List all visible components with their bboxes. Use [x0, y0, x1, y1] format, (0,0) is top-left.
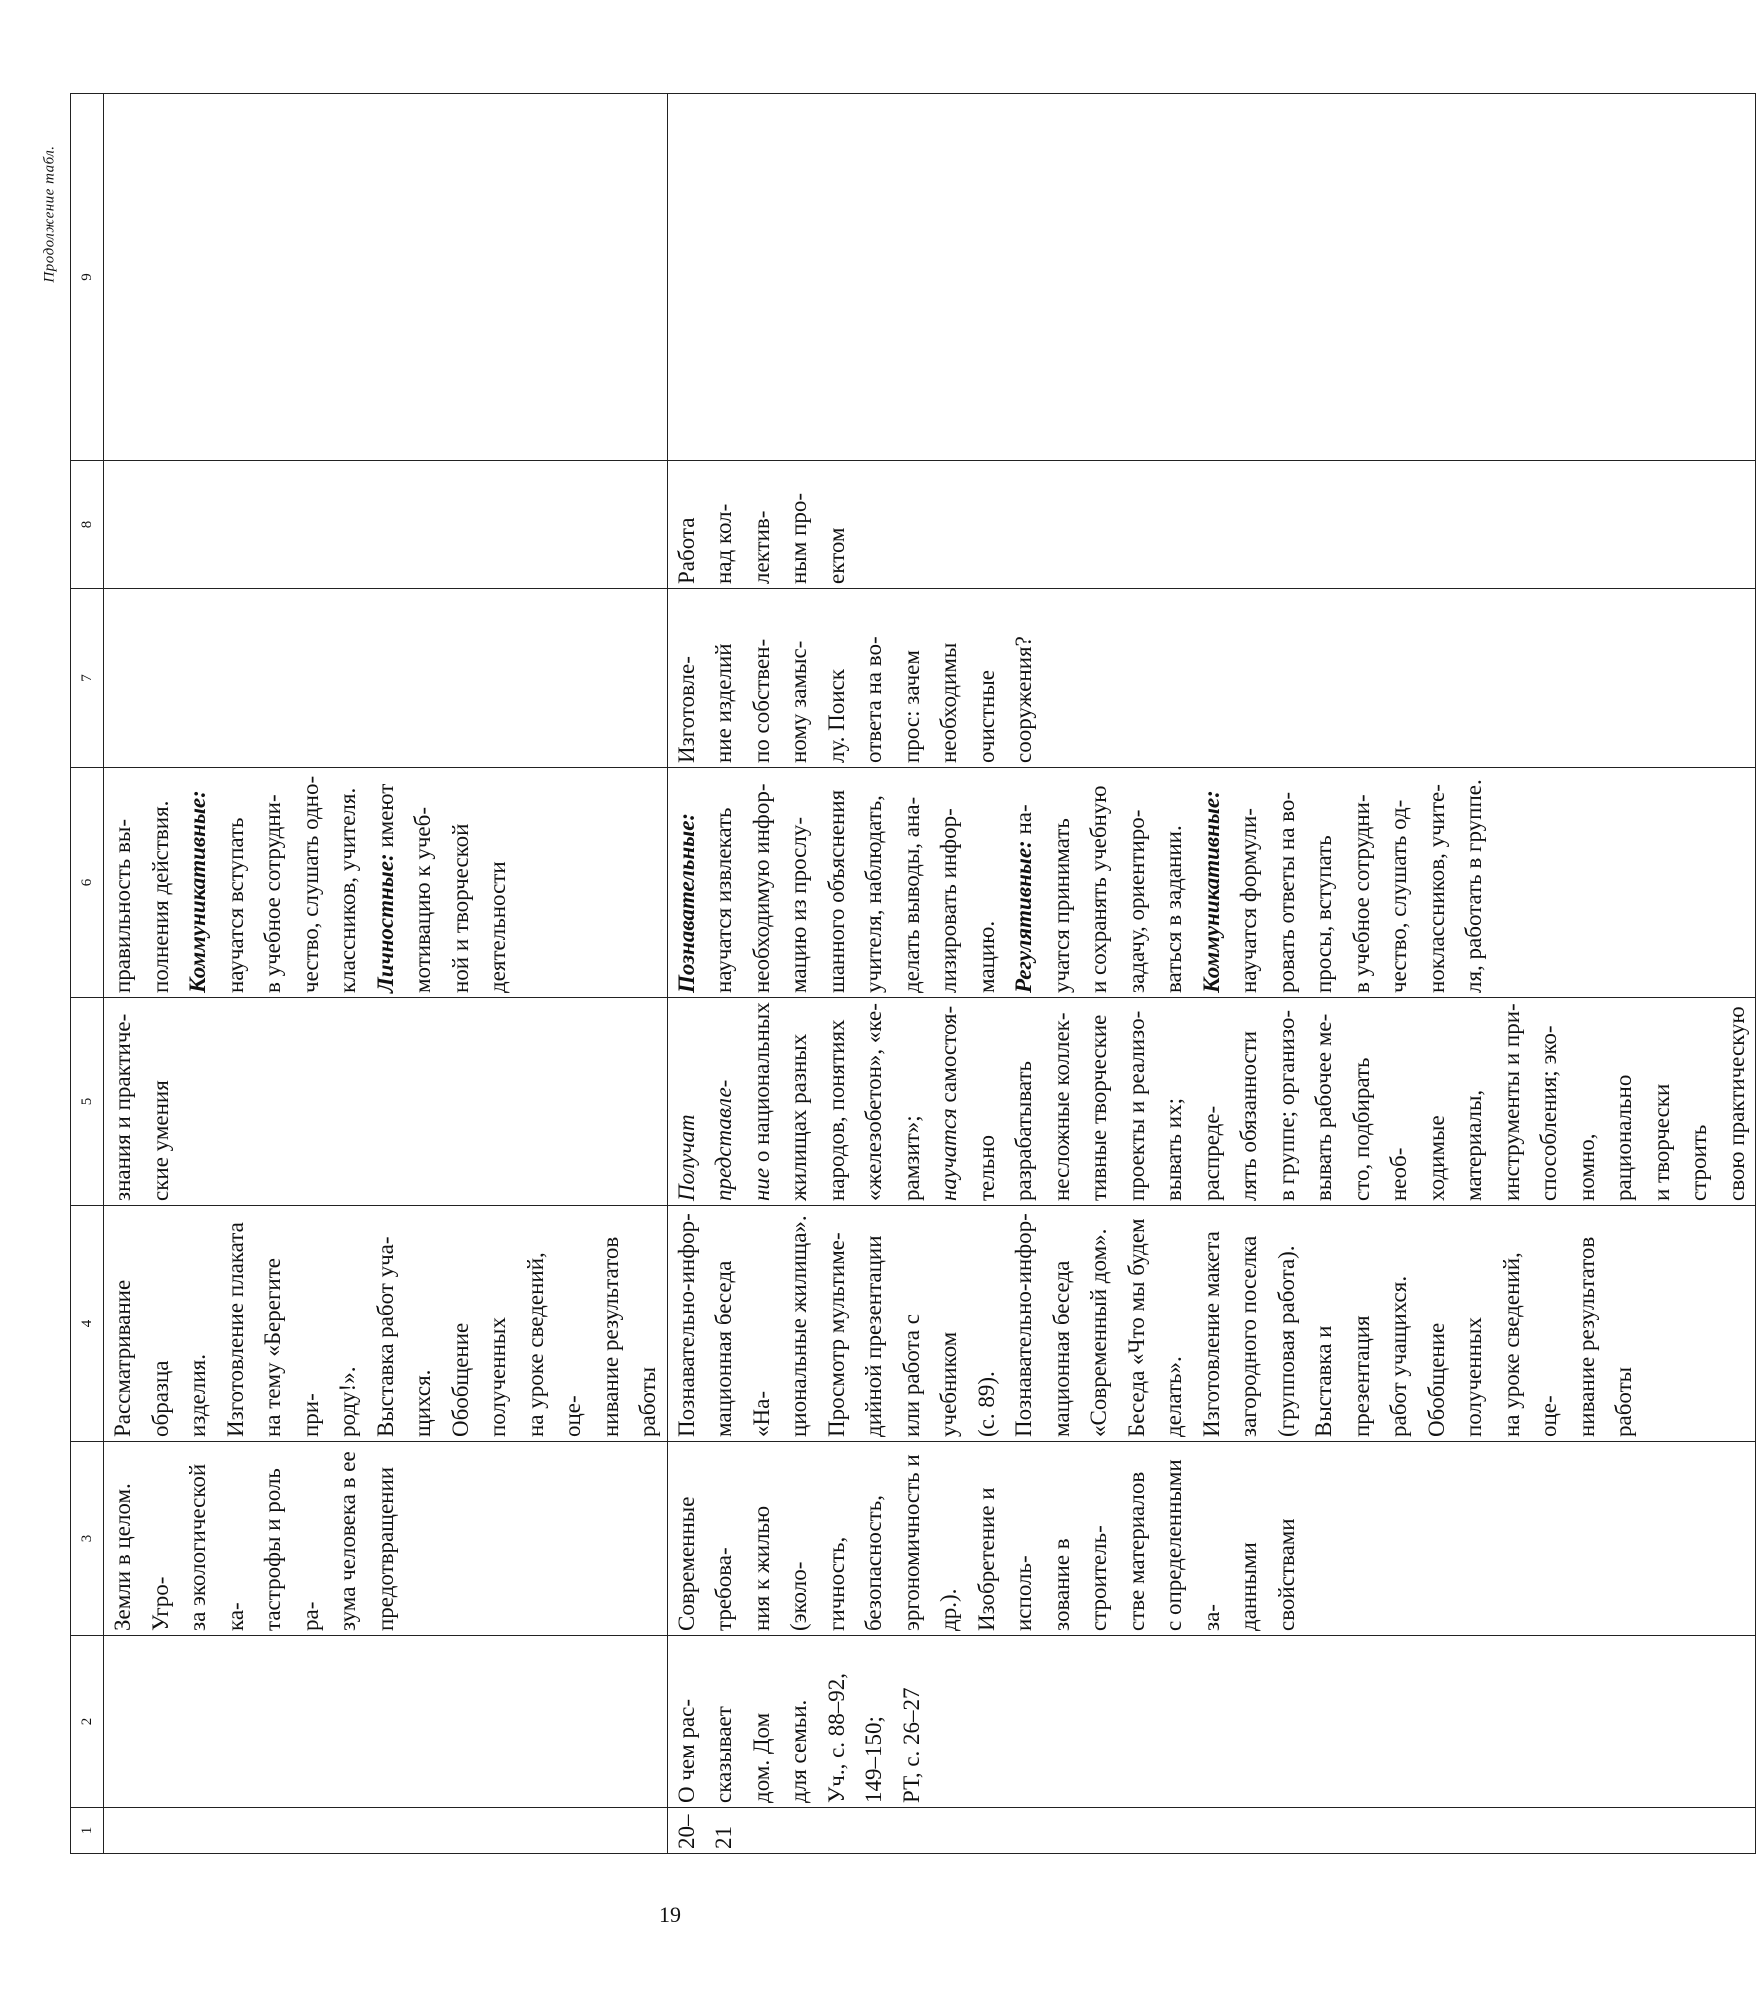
- lesson-topic-cell: [667, 1636, 1756, 1808]
- content-cell: [104, 1442, 668, 1636]
- column-number: 9: [71, 94, 104, 461]
- project-activity-cell: [667, 461, 1756, 589]
- communicative-label: Коммуникативные:: [1198, 790, 1224, 993]
- column-number: 8: [71, 461, 104, 589]
- cognitive-label: Познавательные:: [673, 812, 699, 993]
- lesson-plan-table: [70, 93, 1756, 1854]
- subject-results-text: знания и практиче- ские умения: [110, 1013, 173, 1201]
- lesson-number-cell: [667, 1808, 1756, 1854]
- notes-cell: [104, 94, 668, 461]
- lesson-topic: О чем рас- сказывает дом. Дом для семьи. Уч., с. 88–92, 149–150; РТ, с. 26–27: [673, 1672, 924, 1803]
- project-activity-text: Работа над кол- лектив- ным про- ектом: [673, 492, 849, 584]
- meta-results-cell: [667, 768, 1756, 998]
- running-head-text: Продолжение табл.: [41, 145, 58, 283]
- communicative-label: Коммуникативные:: [185, 790, 210, 993]
- subject-results-text-2: самостоя- тельно разрабатывать несложные коллек- тивные творческие проекты и реализо- вывать их; распреде- лять обязанности в группе; организо- вывать рабочее ме- сто, подбирать необ- ходимые материалы, инструменты и при- способления; эко- номно, рационально и творчески строить свою практическую: [936, 1003, 1749, 1201]
- creative-activity-cell: [667, 589, 1756, 768]
- meta-results-cell: [104, 768, 668, 998]
- lesson-number: 20–21: [673, 1814, 736, 1849]
- subject-results-cell: [104, 998, 668, 1206]
- running-head: [30, 94, 70, 334]
- subject-results-text: [668, 1002, 1756, 1201]
- creative-activity-cell: [104, 589, 668, 768]
- activities-text: Познавательно-инфор- мационная беседа «На- циональные жилища». Просмотр мультиме- дийной презентации или работа с учебником (с. 89). Познавательно-инфор- мационная беседа «Современный дом». Беседа «Что мы будем делать». Изготовление макета загородного поселка (групповая работа). Выставка и презентация работ учащихся. Обобщение полученных на уроке сведений, оце- нивание результатов работы: [673, 1213, 1636, 1437]
- subject-results-italic-1: Получат представле- ние: [673, 1079, 774, 1201]
- content-text: Современные требова- ния к жилью (эколо- гичность, безопасность, эргономичность и др.). Изобретение и исполь- зование в строитель- стве материалов с определенными за- данными свойствами: [673, 1454, 1299, 1631]
- communicative-text: научатся формули- ровать ответы на во- просы, вступать в учебное сотрудни- чество, слушать од- ноклассников, учите- ля, работать в группе.: [1236, 779, 1486, 993]
- column-number: 6: [71, 768, 104, 998]
- column-number-row: [71, 94, 104, 1854]
- meta-results-text: [104, 772, 517, 993]
- subject-results-italic-2: научатся: [936, 1108, 961, 1201]
- personal-text: имеют мотивацию к учеб- ной и творческой деятельности: [372, 783, 510, 993]
- notes-cell: [667, 94, 1756, 461]
- column-number: 2: [71, 1636, 104, 1808]
- lesson-plan-table-rotated: [70, 94, 1749, 1854]
- lesson-plan-table-frame: [70, 94, 1749, 1854]
- content-text: Земли в целом. Угро- за экологической ка- тастрофы и роль ра- зума человека в ее предотвращении: [110, 1451, 398, 1631]
- table-row: [667, 94, 1756, 1854]
- regulatory-label: Регулятивные:: [1011, 840, 1036, 993]
- column-number: 1: [71, 1808, 104, 1854]
- creative-activity-text: Изготовле- ние изделий по собствен- ному замыс- лу. Поиск ответа на во- прос: зачем необходимы очистные сооружения?: [673, 636, 1036, 763]
- project-activity-cell: [104, 461, 668, 589]
- activities-cell: [667, 1206, 1756, 1442]
- page-number: 19: [659, 1902, 681, 1927]
- table-row: [104, 94, 668, 1854]
- cognitive-text: научатся извлекать необходимую инфор- мацию из прослу- шанного объяснения учителя, наблюдать, делать выводы, ана- лизировать инфор- мацию.: [711, 783, 999, 993]
- column-number: 7: [71, 589, 104, 768]
- activities-cell: [104, 1206, 668, 1442]
- column-number: 5: [71, 998, 104, 1206]
- meta-results-text: [668, 772, 1493, 993]
- subject-results-text-1: о национальных жилищах разных народов, понятиях «железобетон», «ке- рамзит»;: [748, 1002, 924, 1201]
- column-number: 3: [71, 1442, 104, 1636]
- column-number: 4: [71, 1206, 104, 1442]
- activities-text: Рассматривание образца изделия. Изготовление плаката на тему «Берегите при- роду!». Выставка работ уча- щихся. Обобщение полученных на уроке сведений, оце- нивание результатов работы: [110, 1222, 660, 1437]
- lesson-number-cell: [104, 1808, 668, 1854]
- lesson-topic-cell: [104, 1636, 668, 1808]
- meta-results-pre: правильность вы- полнения действия.: [110, 800, 173, 993]
- subject-results-cell: [667, 998, 1756, 1206]
- content-cell: [667, 1442, 1756, 1636]
- personal-label: Личностные:: [372, 853, 398, 993]
- communicative-text: научатся вступать в учебное сотрудни- чество, слушать одно- классников, учителя.: [222, 775, 360, 993]
- regulatory-text: на- учатся принимать и сохранять учебную задачу, ориентиро- ваться в задании.: [1011, 785, 1186, 993]
